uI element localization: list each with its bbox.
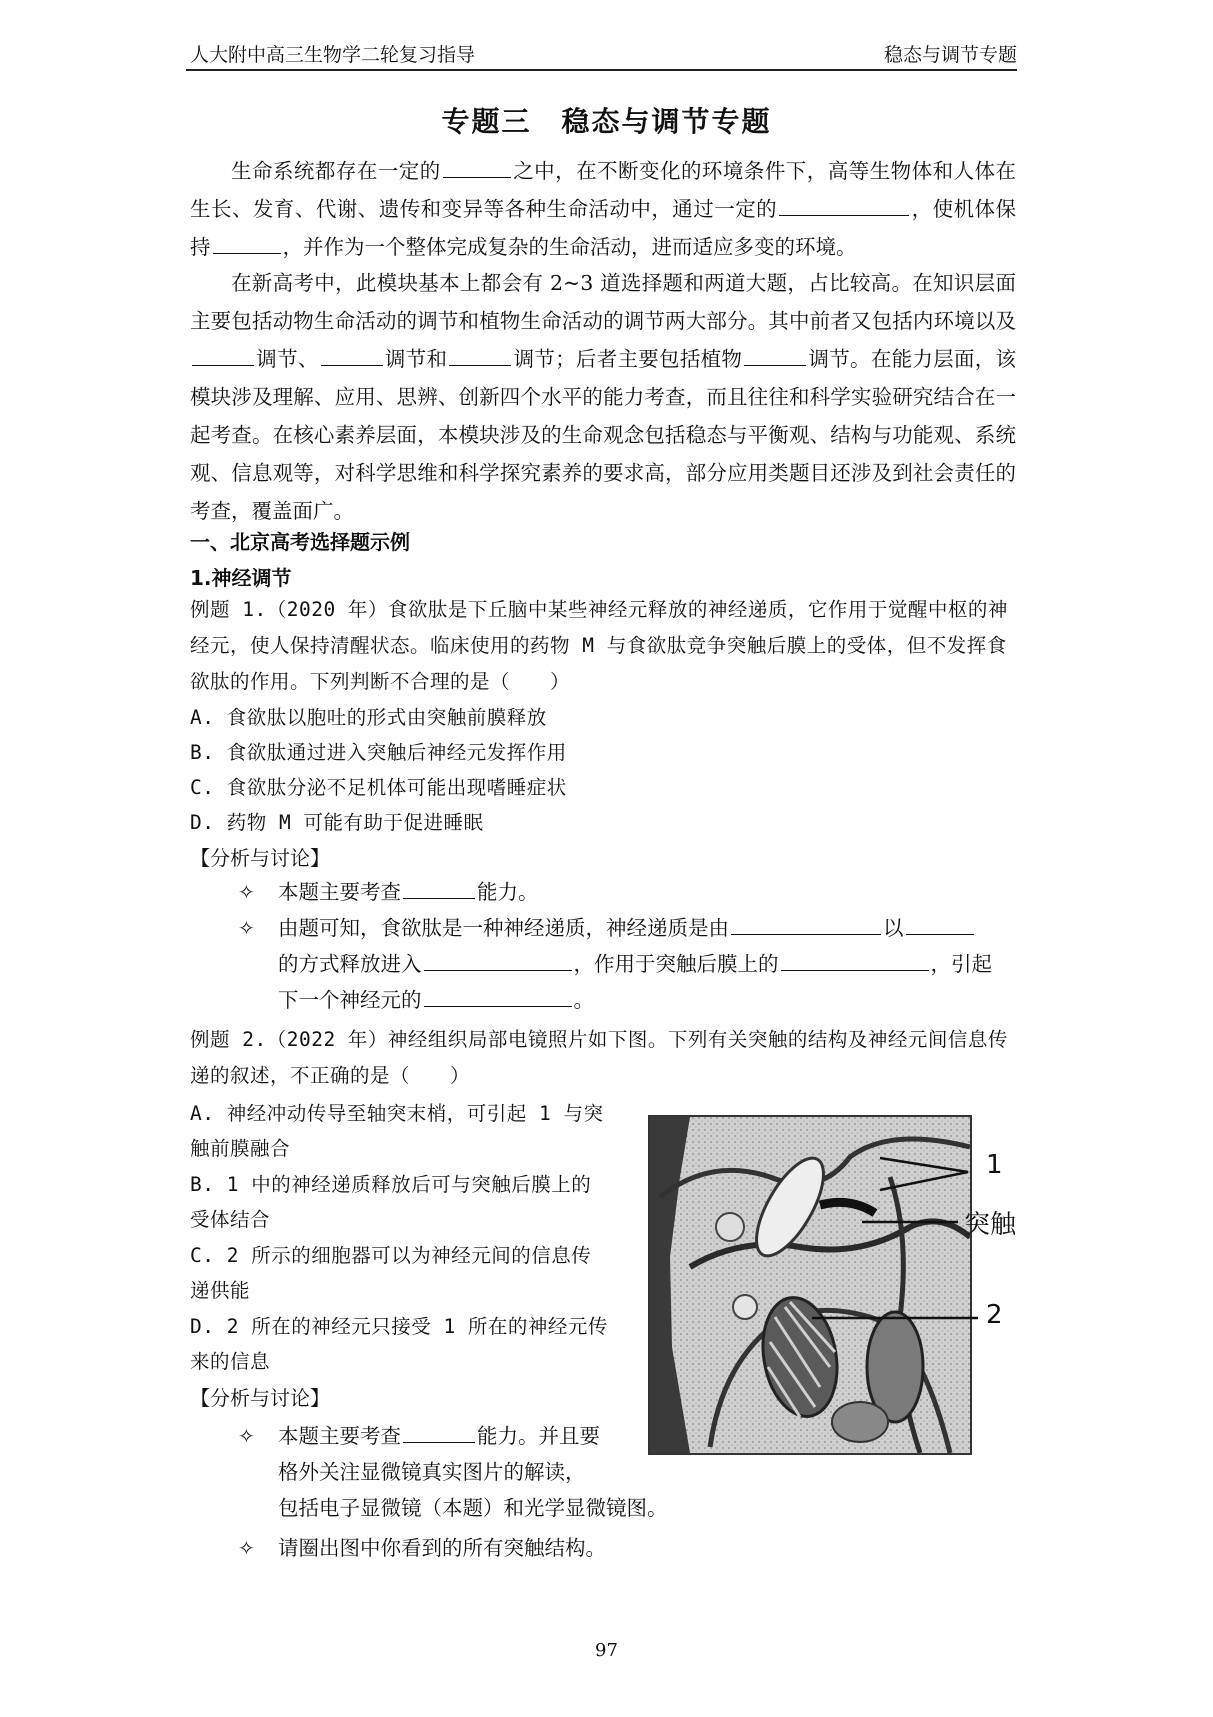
header-right: 稳态与调节专题 bbox=[883, 44, 1017, 66]
question-2-option-a: A. 神经冲动传导至轴突末梢，可引起 1 与突 bbox=[190, 1102, 604, 1125]
page-title: 专题三 稳态与调节专题 bbox=[441, 105, 772, 138]
figure-label-2: 2 bbox=[986, 1300, 1003, 1330]
bullet-icon: ✧ bbox=[238, 1536, 255, 1560]
text: 调节和 bbox=[384, 347, 448, 371]
q2-bullet-1-line-3: 包括电子显微镜（本题）和光学显微镜图。 bbox=[278, 1496, 668, 1520]
question-2-option-a-cont: 触前膜融合 bbox=[190, 1137, 291, 1160]
text: 调节；后者主要包括植物 bbox=[513, 347, 743, 371]
text: 调节、 bbox=[256, 347, 319, 371]
figure-label-synapse: 突触 bbox=[964, 1210, 1017, 1240]
text: ，作用于突触后膜上的 bbox=[573, 952, 779, 976]
page-number: 97 bbox=[595, 1640, 618, 1661]
text: ，引起 bbox=[930, 952, 992, 976]
header-left: 人大附中高三生物学二轮复习指导 bbox=[190, 44, 476, 66]
text: 在新高考中，此模块基本上都会有 2~3 道选择题和两道大题，占比较高。在知识层面主要包括动物生命活动的调节和植物生命活动的调节两大部分。其中前者又包括内环境以及 bbox=[190, 271, 1016, 333]
question-2-option-d: D. 2 所在的神经元只接受 1 所在的神经元传 bbox=[190, 1315, 608, 1338]
question-1-option-b: B. 食欲肽通过进入突触后神经元发挥作用 bbox=[190, 741, 567, 764]
text: 之中，在不断变化的环境条件下，高等生物体和人体在生长、发育、代谢、遗传和变异等各种生命活动中，通过一定的 bbox=[190, 159, 1017, 221]
text: 能力。并且要 bbox=[477, 1424, 600, 1448]
discussion-heading-2: 【分析与讨论】 bbox=[190, 1386, 330, 1410]
bullet-icon: ✧ bbox=[238, 880, 255, 904]
question-2-option-c: C. 2 所示的细胞器可以为神经元间的信息传 bbox=[190, 1244, 592, 1267]
question-1-option-a: A. 食欲肽以胞吐的形式由突触前膜释放 bbox=[190, 706, 547, 729]
q2-bullet-1-line-2: 格外关注显微镜真实图片的解读， bbox=[278, 1460, 586, 1484]
question-2-option-c-cont: 递供能 bbox=[190, 1279, 251, 1302]
question-2-option-b: B. 1 中的神经递质释放后可与突触后膜上的 bbox=[190, 1173, 592, 1196]
section-heading: 一、北京高考选择题示例 bbox=[190, 530, 410, 554]
text: 本题主要考查 bbox=[278, 1424, 401, 1448]
question-1-option-c: C. 食欲肽分泌不足机体可能出现嗜睡症状 bbox=[190, 776, 567, 799]
discussion-heading-1: 【分析与讨论】 bbox=[190, 846, 330, 870]
text: 调节。在能力层面，该模块涉及理解、应用、思辨、创新四个水平的能力考查，而且往往和科学实验研究结合在一起考查。在核心素养层面，本模块涉及的生命观念包括稳态与平衡观、结构与功能观、系统观、信息观等，对科学思维和科学探究素养的要求高，部分应用类题目还涉及到社会责任的考查，覆盖面广。 bbox=[190, 347, 1017, 523]
text: 。 bbox=[573, 988, 594, 1012]
question-2-stem: 例题 2.（2022 年）神经组织局部电镜照片如下图。下列有关突触的结构及神经元间信息传递的叙述，不正确的是（ ） bbox=[190, 1028, 1008, 1087]
bullet-icon: ✧ bbox=[238, 916, 255, 940]
figure-label-1: 1 bbox=[986, 1150, 1003, 1180]
question-2-option-b-cont: 受体结合 bbox=[190, 1208, 271, 1231]
question-1-option-d: D. 药物 M 可能有助于促进睡眠 bbox=[190, 811, 484, 834]
text: 本题主要考查 bbox=[278, 880, 401, 904]
text: 由题可知，食欲肽是一种神经递质，神经递质是由 bbox=[278, 916, 729, 940]
question-2-option-d-cont: 来的信息 bbox=[190, 1350, 271, 1373]
text: 以 bbox=[883, 916, 904, 940]
text: 下一个神经元的 bbox=[278, 988, 422, 1012]
question-1-stem: 例题 1.（2020 年）食欲肽是下丘脑中某些神经元释放的神经递质，它作用于觉醒中枢的神经元，使人保持清醒状态。临床使用的药物 M 与食欲肽竞争突触后膜上的受体，但不发挥食欲肽的作用。下列判断不合理的是（ ） bbox=[190, 598, 1008, 693]
text: 生命系统都存在一定的 bbox=[231, 159, 441, 183]
bullet-icon: ✧ bbox=[238, 1424, 255, 1448]
text: ，使机体保持 bbox=[190, 197, 1017, 259]
text: 的方式释放进入 bbox=[278, 952, 422, 976]
text: 能力。 bbox=[477, 880, 539, 904]
q2-bullet-2: 请圈出图中你看到的所有突触结构。 bbox=[278, 1536, 606, 1560]
text: ，并作为一个整体完成复杂的生命活动，进而适应多变的环境。 bbox=[282, 235, 857, 259]
subsection-heading: 1.神经调节 bbox=[190, 566, 292, 590]
